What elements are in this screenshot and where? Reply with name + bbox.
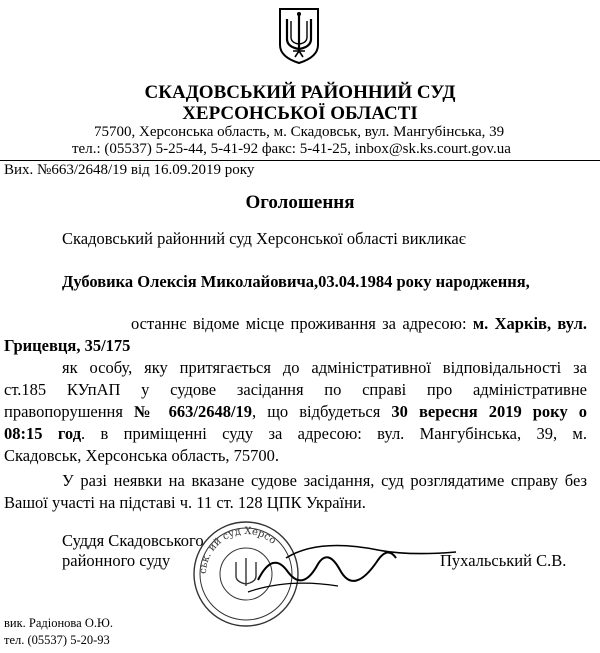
case-line-3 — [4, 401, 587, 423]
coat-of-arms-icon — [277, 7, 321, 65]
handwritten-signature-icon — [228, 530, 468, 610]
executor-name: вик. Радіонова О.Ю. — [4, 616, 113, 630]
hearing-time: 08:15 год — [4, 424, 82, 443]
header-divider — [0, 160, 600, 161]
warning-line-1: У разі неявки на вказане судове засідання, суд розглядатиме справу без — [62, 471, 587, 490]
executor-phone: тел. (05537) 5-20-93 — [4, 633, 110, 647]
document-title: Оголошення — [245, 192, 355, 213]
court-name-line1: СКАДОВСЬКИЙ РАЙОННИЙ СУД — [144, 82, 456, 103]
case-line-1: як особу, яку притягається до адміністративної відповідальності за — [62, 358, 587, 377]
judge-position-line2: районного суду — [62, 551, 171, 570]
outgoing-reference: Вих. №663/2648/19 від 16.09.2019 року — [4, 162, 255, 178]
residence-line — [131, 313, 587, 335]
case-line-3-middle: , що відбудеться — [252, 402, 381, 421]
residence-street-line — [4, 335, 130, 357]
person-name: Дубовика Олексія Миколайовича,03.04.1984 року народження, — [62, 272, 530, 291]
case-number: № 663/2648/19 — [134, 402, 253, 421]
judge-position-line1: Суддя Скадовського — [62, 531, 204, 550]
residence-prefix: останнє відоме місце проживання за адресою: — [131, 314, 467, 333]
case-line-4 — [4, 423, 587, 445]
judge-name: Пухальський С.В. — [440, 551, 567, 570]
stamp-text: ськ. ий суд Херсо — [197, 525, 278, 575]
residence-street: Грицевця, 35/175 — [4, 336, 131, 355]
case-line-5: Скадовськ, Херсонська область, 75700. — [4, 446, 279, 465]
court-contacts: тел.: (05537) 5-25-44, 5-41-92 факс: 5-41-25, inbox@sk.ks.court.gov.ua — [72, 141, 511, 157]
case-line-3-prefix: правопорушення — [4, 402, 123, 421]
person-line — [62, 271, 530, 293]
residence-city: м. Харків, вул. — [472, 314, 587, 333]
warning-line-2: Вашої участі на підставі ч. 11 ст. 128 ЦПК України. — [4, 493, 366, 512]
court-address: 75700, Херсонська область, м. Скадовськ, вул. Мангубінська, 39 — [94, 124, 505, 140]
case-line-4-text: . в приміщенні суду за адресою: вул. Мангубінська, 39, м. — [81, 424, 587, 443]
hearing-date: 30 вересня 2019 року о — [391, 402, 588, 421]
intro-paragraph: Скадовський районний суд Херсонської області викликає — [62, 229, 466, 248]
case-line-2: ст.185 КУпАП у судове засідання по справі про адміністративне — [4, 380, 587, 399]
court-name-line2: ХЕРСОНСЬКОЇ ОБЛАСТІ — [182, 103, 418, 124]
